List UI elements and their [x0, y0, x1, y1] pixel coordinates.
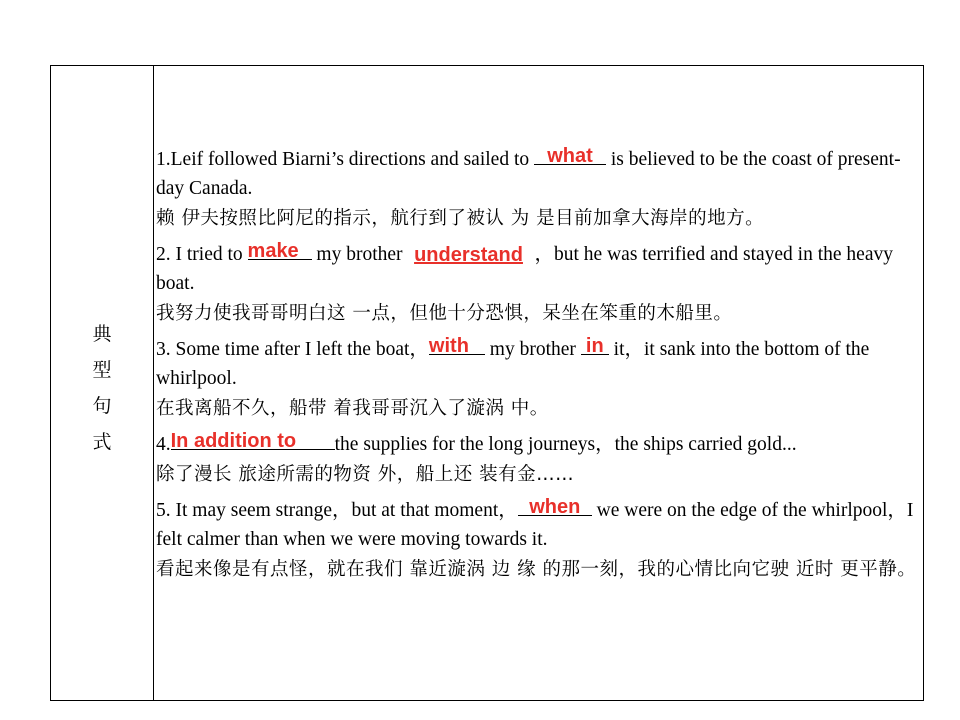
sentence-3-chinese: 在我离船不久，船带 着我哥哥沉入了漩涡 中。: [156, 398, 549, 419]
table-frame: [50, 65, 924, 701]
answer-5: when: [529, 496, 581, 518]
sentence-2-chinese: 我努力使我哥哥明白这 一点，但他十分恐惧，呆坐在笨重的木船里。: [156, 303, 733, 324]
sentence-1-chinese: 赖 伊夫按照比阿尼的指示，航行到了被认 为 是目前加拿大海岸的地方。: [156, 208, 765, 229]
section-label-char: 句: [92, 395, 112, 417]
column-divider: [153, 66, 154, 700]
sentence-list: [156, 144, 918, 586]
section-label-char: 型: [92, 359, 112, 381]
answer-4: In addition to: [170, 430, 297, 452]
sentence-4-chinese: 除了漫长 旅途所需的物资 外，船上还 装有金……: [156, 464, 575, 485]
sentence-5-english: 5. It may seem strange，but at that moment， when we were on the edge of the whirlpool，I felt calmer than when we were moving towards it.: [156, 496, 914, 550]
sentence-4-english: 4. In addition to the supplies for the long journeys，the ships carried gold...: [156, 430, 797, 455]
sentence-2-english: 2. I tried to make my brother understand ，but he was terrified and stayed in the heavy boat.: [156, 240, 893, 294]
section-label-char: 典: [92, 323, 112, 345]
answer-2a: make: [247, 240, 299, 262]
answer-1: what: [547, 145, 593, 167]
answer-3a: with: [428, 335, 469, 357]
sentence-1-english: 1.Leif followed Biarni’s directions and sailed to what is believed to be the coast of present-day Canada.: [156, 145, 901, 199]
blank-4: [171, 429, 335, 450]
blank-3a: [429, 334, 485, 355]
section-label: [51, 316, 153, 460]
section-label-char: 式: [92, 431, 112, 453]
answer-2b: understand: [414, 244, 523, 266]
blank-1: [534, 144, 606, 165]
blank-2b: [403, 240, 535, 266]
blank-5: [518, 495, 592, 516]
blank-3b: [581, 334, 609, 355]
sentence-5-chinese: 看起来像是有点怪，就在我们 靠近漩涡 边 缘 的那一刻，我的心情比向它驶 近时 更平静。: [156, 559, 917, 580]
answer-3b: in: [585, 335, 604, 357]
sentence-3-english: 3. Some time after I left the boat， with my brother in it，it sank into the bottom of the whirlpool.: [156, 335, 870, 389]
blank-2a: [248, 239, 312, 260]
